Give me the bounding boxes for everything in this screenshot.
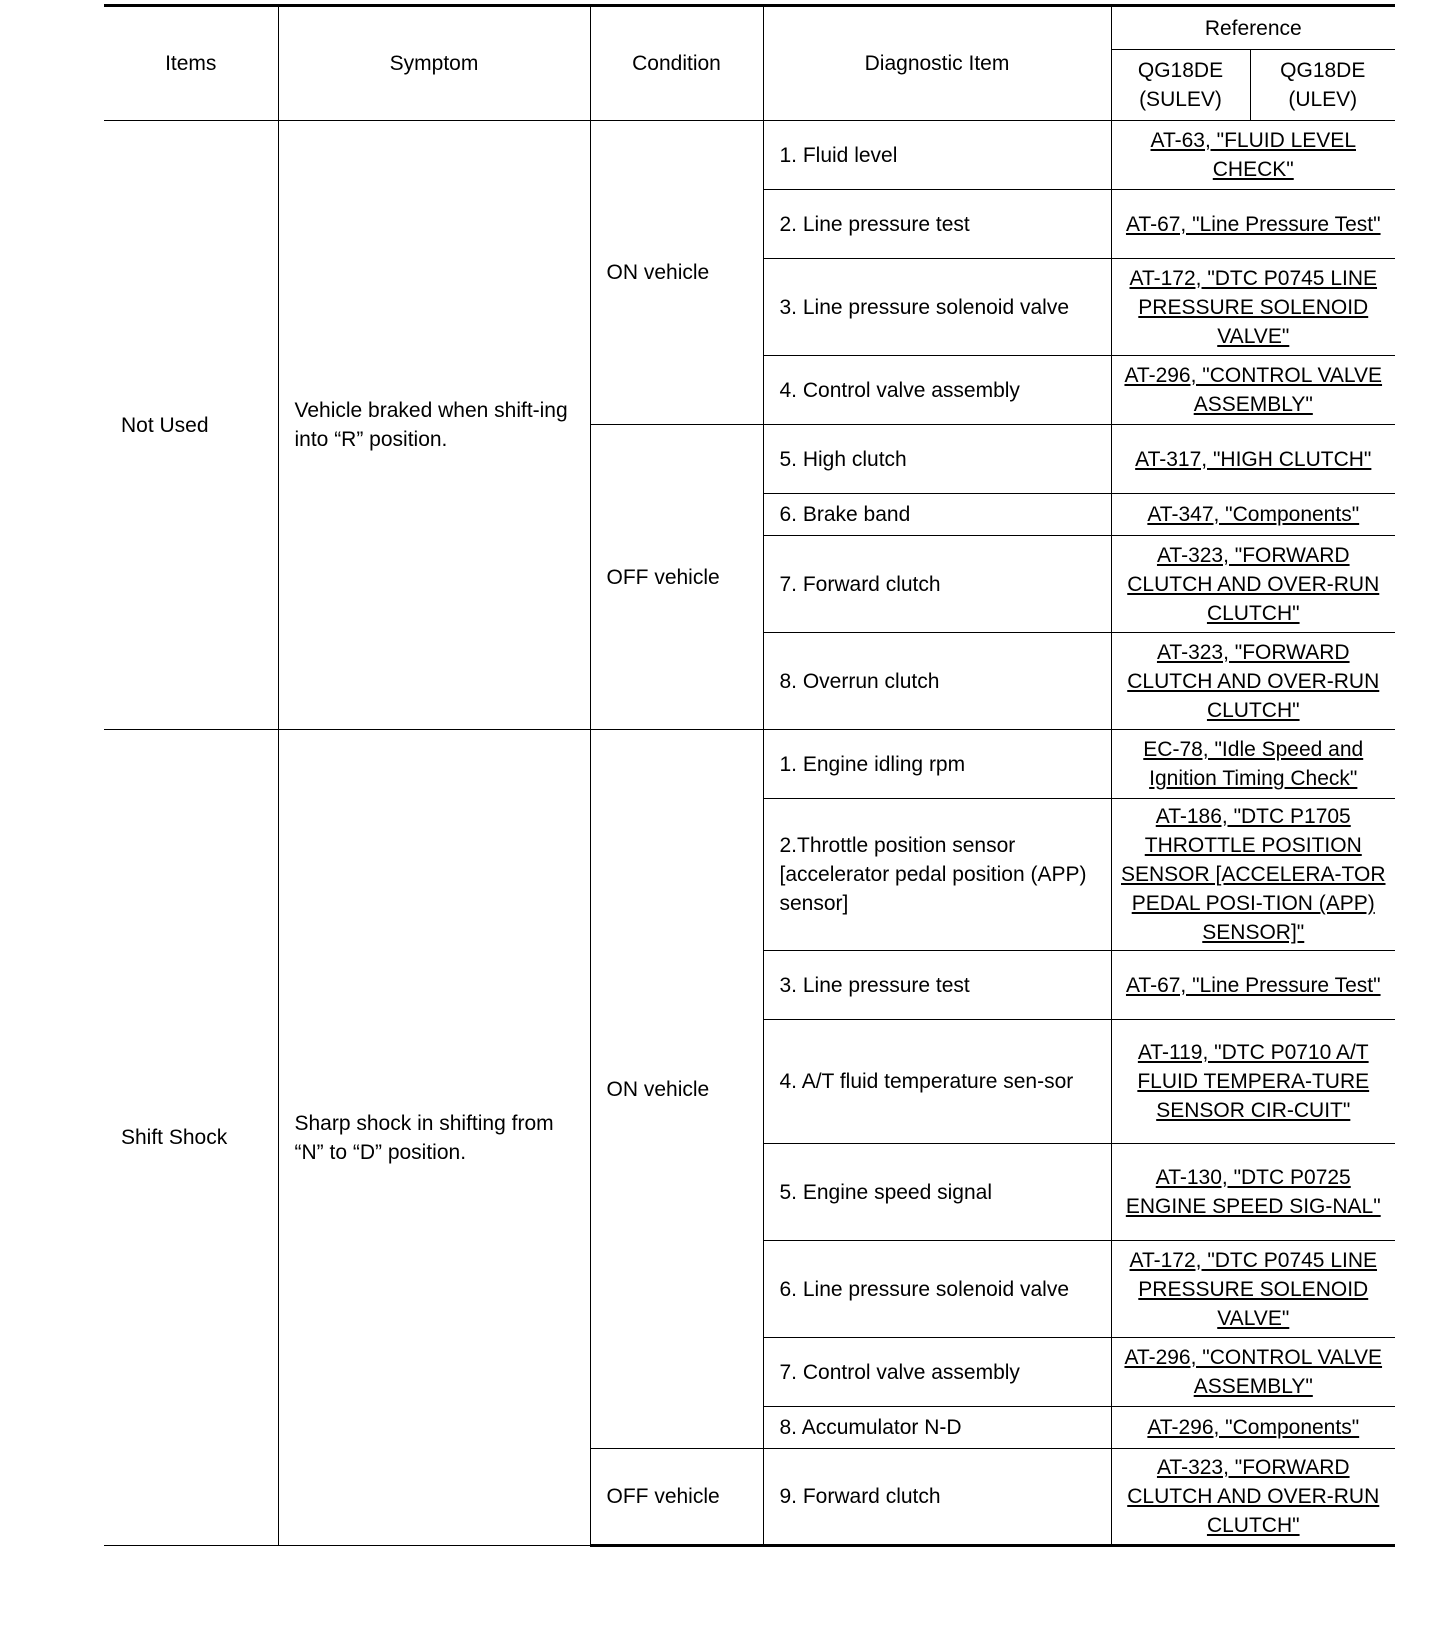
header-ulev-model: QG18DE — [1280, 59, 1366, 82]
header-reference-sulev — [1111, 50, 1250, 121]
diagnostic-item-cell: 4. Control valve assembly — [763, 356, 1111, 425]
reference-link[interactable]: AT-296, "CONTROL VALVE ASSEMBLY" — [1124, 1346, 1383, 1398]
diagnostic-item-cell: 6. Brake band — [763, 494, 1111, 536]
reference-cell — [1111, 1407, 1395, 1449]
reference-cell — [1111, 494, 1395, 536]
diagnostic-item-cell: 1. Engine idling rpm — [763, 730, 1111, 799]
header-symptom: Symptom — [278, 6, 590, 121]
reference-cell — [1111, 425, 1395, 494]
diagnostic-item-cell: 8. Overrun clutch — [763, 633, 1111, 730]
reference-link[interactable]: AT-130, "DTC P0725 ENGINE SPEED SIG-NAL" — [1125, 1166, 1381, 1218]
reference-cell — [1111, 259, 1395, 356]
reference-cell — [1111, 190, 1395, 259]
condition-cell: OFF vehicle — [590, 425, 763, 730]
reference-link[interactable]: AT-347, "Components" — [1147, 503, 1360, 526]
table-row — [104, 730, 1395, 799]
reference-link[interactable]: AT-317, "HIGH CLUTCH" — [1135, 447, 1372, 471]
reference-cell — [1111, 1449, 1395, 1546]
diagnostic-table — [104, 4, 1395, 1547]
diagnostic-item-cell: 5. Engine speed signal — [763, 1144, 1111, 1241]
reference-cell — [1111, 1144, 1395, 1241]
item-cell: Shift Shock — [104, 730, 278, 1546]
diagnostic-item-cell: 5. High clutch — [763, 425, 1111, 494]
reference-cell — [1111, 1338, 1395, 1407]
header-reference-ulev — [1250, 50, 1395, 121]
group-not-used — [104, 121, 1395, 730]
diagnostic-item-cell: 8. Accumulator N-D — [763, 1407, 1111, 1449]
reference-cell — [1111, 1241, 1395, 1338]
reference-link[interactable]: AT-67, "Line Pressure Test" — [1125, 212, 1381, 236]
condition-cell: ON vehicle — [590, 121, 763, 425]
reference-link[interactable]: AT-296, "CONTROL VALVE ASSEMBLY" — [1124, 364, 1383, 416]
diagnostic-item-cell: 4. A/T fluid temperature sen-sor — [763, 1020, 1111, 1144]
header-sulev-model: QG18DE — [1137, 59, 1224, 82]
reference-link[interactable]: AT-323, "FORWARD CLUTCH AND OVER-RUN CLUTCH" — [1127, 640, 1380, 722]
reference-link[interactable]: AT-67, "Line Pressure Test" — [1125, 973, 1381, 997]
diagnostic-item-cell: 7. Control valve assembly — [763, 1338, 1111, 1407]
diagnostic-item-cell: 7. Forward clutch — [763, 536, 1111, 633]
table-header — [104, 6, 1395, 121]
header-condition: Condition — [590, 6, 763, 121]
symptom-cell: Vehicle braked when shift-ing into “R” position. — [278, 121, 590, 730]
diagnostic-item-cell: 3. Line pressure solenoid valve — [763, 259, 1111, 356]
reference-cell — [1111, 633, 1395, 730]
reference-cell — [1111, 121, 1395, 190]
reference-link[interactable]: AT-323, "FORWARD CLUTCH AND OVER-RUN CLUTCH" — [1127, 543, 1380, 625]
reference-cell — [1111, 536, 1395, 633]
reference-cell — [1111, 356, 1395, 425]
diagnostic-item-cell: 2. Line pressure test — [763, 190, 1111, 259]
condition-cell: ON vehicle — [590, 730, 763, 1449]
reference-link[interactable]: AT-119, "DTC P0710 A/T FLUID TEMPERA-TURE SENSOR CIR-CUIT" — [1137, 1041, 1370, 1122]
reference-cell — [1111, 730, 1395, 799]
reference-link[interactable]: AT-323, "FORWARD CLUTCH AND OVER-RUN CLUTCH" — [1127, 1456, 1380, 1537]
symptom-cell: Sharp shock in shifting from “N” to “D” position. — [278, 730, 590, 1546]
reference-link[interactable]: AT-172, "DTC P0745 LINE PRESSURE SOLENOID VALVE" — [1129, 266, 1378, 348]
reference-cell — [1111, 799, 1395, 951]
reference-cell — [1111, 951, 1395, 1020]
reference-cell — [1111, 1020, 1395, 1144]
header-ulev-variant: (ULEV) — [1288, 88, 1358, 111]
header-reference: Reference — [1111, 6, 1395, 50]
reference-link[interactable]: EC-78, "Idle Speed and Ignition Timing Check" — [1143, 738, 1364, 790]
diagnostic-item-cell: 6. Line pressure solenoid valve — [763, 1241, 1111, 1338]
reference-link[interactable]: AT-172, "DTC P0745 LINE PRESSURE SOLENOID VALVE" — [1129, 1248, 1378, 1330]
header-sulev-variant: (SULEV) — [1139, 88, 1222, 111]
header-items: Items — [104, 6, 278, 121]
condition-cell: OFF vehicle — [590, 1449, 763, 1546]
item-cell: Not Used — [104, 121, 278, 730]
header-diagnostic-item: Diagnostic Item — [763, 6, 1111, 121]
reference-link[interactable]: AT-296, "Components" — [1147, 1416, 1360, 1439]
reference-link[interactable]: AT-63, "FLUID LEVEL CHECK" — [1150, 129, 1356, 181]
diagnostic-item-cell: 9. Forward clutch — [763, 1449, 1111, 1546]
diagnostic-item-cell: 1. Fluid level — [763, 121, 1111, 190]
group-shift-shock — [104, 730, 1395, 1546]
table-row — [104, 121, 1395, 190]
diagnostic-item-cell: 2.Throttle position sensor [accelerator pedal position (APP) sensor] — [763, 799, 1111, 951]
diagnostic-item-cell: 3. Line pressure test — [763, 951, 1111, 1020]
reference-link[interactable]: AT-186, "DTC P1705 THROTTLE POSITION SENSOR [ACCELERA-TOR PEDAL POSI-TION (APP) SENSOR]" — [1121, 805, 1386, 944]
